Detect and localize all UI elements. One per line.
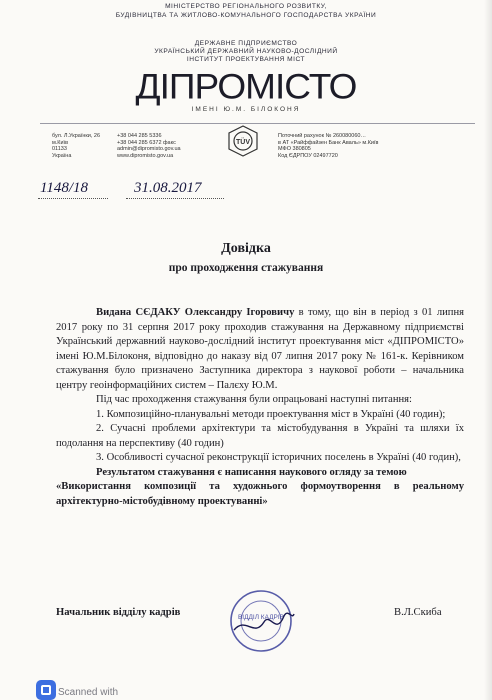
- document-body: [56, 306, 464, 509]
- intro-text: в тому, що він в період з 01 липня 2017 року по 31 серпня 2017 року проходив стажування на Державному підприємстві Український державний науково-дослідний інститут проектування міст «ДІПРОМІСТО» імені Ю.М.Білоконя, відповідно до наказу від 07 липня 2017 року № 161-к. Керівником стажування було призначено Заступника директора з наукової роботи – начальника центру геоінформаційних систем – Палєху Ю.М.: [56, 307, 464, 391]
- camscanner-logo-icon: [36, 680, 56, 700]
- result-topic: [56, 480, 464, 509]
- address-block: [52, 133, 100, 159]
- bank-line: в АТ «Райффайзен Банк Аваль» м.Київ: [278, 139, 379, 146]
- enterprise-line-1: ДЕРЖАВНЕ ПІДПРИЄМСТВО: [194, 40, 298, 47]
- phone-block: [117, 133, 181, 159]
- ministry-line-2: БУДІВНИЦТВА ТА ЖИТЛОВО-КОМУНАЛЬНОГО ГОСПОДАРСТВА УКРАЇНИ: [115, 12, 377, 19]
- scanner-watermark: Scanned with: [58, 687, 119, 698]
- address-line: бул. Л.Українки, 26: [52, 133, 101, 139]
- topic-item-3: 3. Особливості сучасної реконструкції історичних поселень в Україні (40 годин),: [96, 452, 461, 463]
- recipient-name: Видана СЄДАКУ Олександру Ігоровичу: [96, 307, 295, 318]
- result-lead: [56, 466, 464, 481]
- signatory-name: В.Л.Скиба: [394, 607, 442, 618]
- bank-line: МФО 380805: [278, 146, 311, 152]
- address-line: 01133: [52, 146, 67, 152]
- fax-line: +38 044 285 6372 факс: [117, 139, 176, 146]
- outgoing-number: 1148/18: [40, 180, 89, 196]
- website-line: www.dipromisto.gov.ua: [117, 152, 174, 159]
- scan-shadow-edge: [484, 0, 492, 700]
- address-line: м.Київ: [52, 139, 69, 146]
- topic-item-1: 1. Композиційно-планувальні методи проектування міст в Україні (40 годин);: [96, 408, 446, 420]
- topics-intro: Під час проходження стажування були опрацьовані наступні питання:: [96, 394, 412, 405]
- email-line: admin@dipromisto.gov.ua: [117, 146, 181, 152]
- date-underline: [126, 198, 224, 199]
- stamp-text: ВІДДІЛ КАДРІВ: [237, 614, 285, 621]
- result-lead-text: Результатом стажування є написання наукового огляду за темою: [96, 466, 407, 478]
- enterprise-line-3: ІНСТИТУТ ПРОЕКТУВАННЯ МІСТ: [186, 56, 306, 63]
- bank-line: Поточний рахунок № 260080060…: [278, 133, 366, 139]
- document-subtitle: про проходження стажування: [168, 262, 324, 274]
- enterprise-line-2: УКРАЇНСЬКИЙ ДЕРЖАВНИЙ НАУКОВО-ДОСЛІДНИЙ: [154, 48, 338, 55]
- phone-line: +38 044 285 5336: [117, 133, 162, 139]
- document-title: Довідка: [221, 241, 271, 256]
- outgoing-date: 31.08.2017: [134, 180, 202, 196]
- tuv-certification-icon: [226, 124, 260, 158]
- bank-line: Код ЄДРПОУ 02497720: [278, 152, 338, 159]
- result-topic-text: «Використання композиції та художнього формоутворення в реальному архітектурно-містобудівному проектуванні»: [56, 481, 464, 507]
- number-underline: [38, 198, 108, 199]
- department-stamp-icon: [226, 586, 296, 656]
- bank-details-block: [278, 133, 378, 159]
- svg-text:TÜV: TÜV: [236, 139, 250, 146]
- topic-item-2: 2. Сучасні проблеми архітектури та містобудування в Україні та шляхи їх подолання на перспективу (40 годин): [56, 423, 464, 449]
- intro-paragraph: [56, 306, 464, 393]
- dipromisto-logo: ДІПРОМІСТО: [135, 67, 357, 106]
- address-line: Україна: [52, 152, 72, 159]
- ministry-line-1: МІНІСТЕРСТВО РЕГІОНАЛЬНОГО РОЗВИТКУ,: [165, 3, 327, 10]
- signatory-title: Начальник відділу кадрів: [56, 607, 181, 618]
- logo-subtitle: ІМЕНІ Ю.М. БІЛОКОНЯ: [191, 106, 301, 113]
